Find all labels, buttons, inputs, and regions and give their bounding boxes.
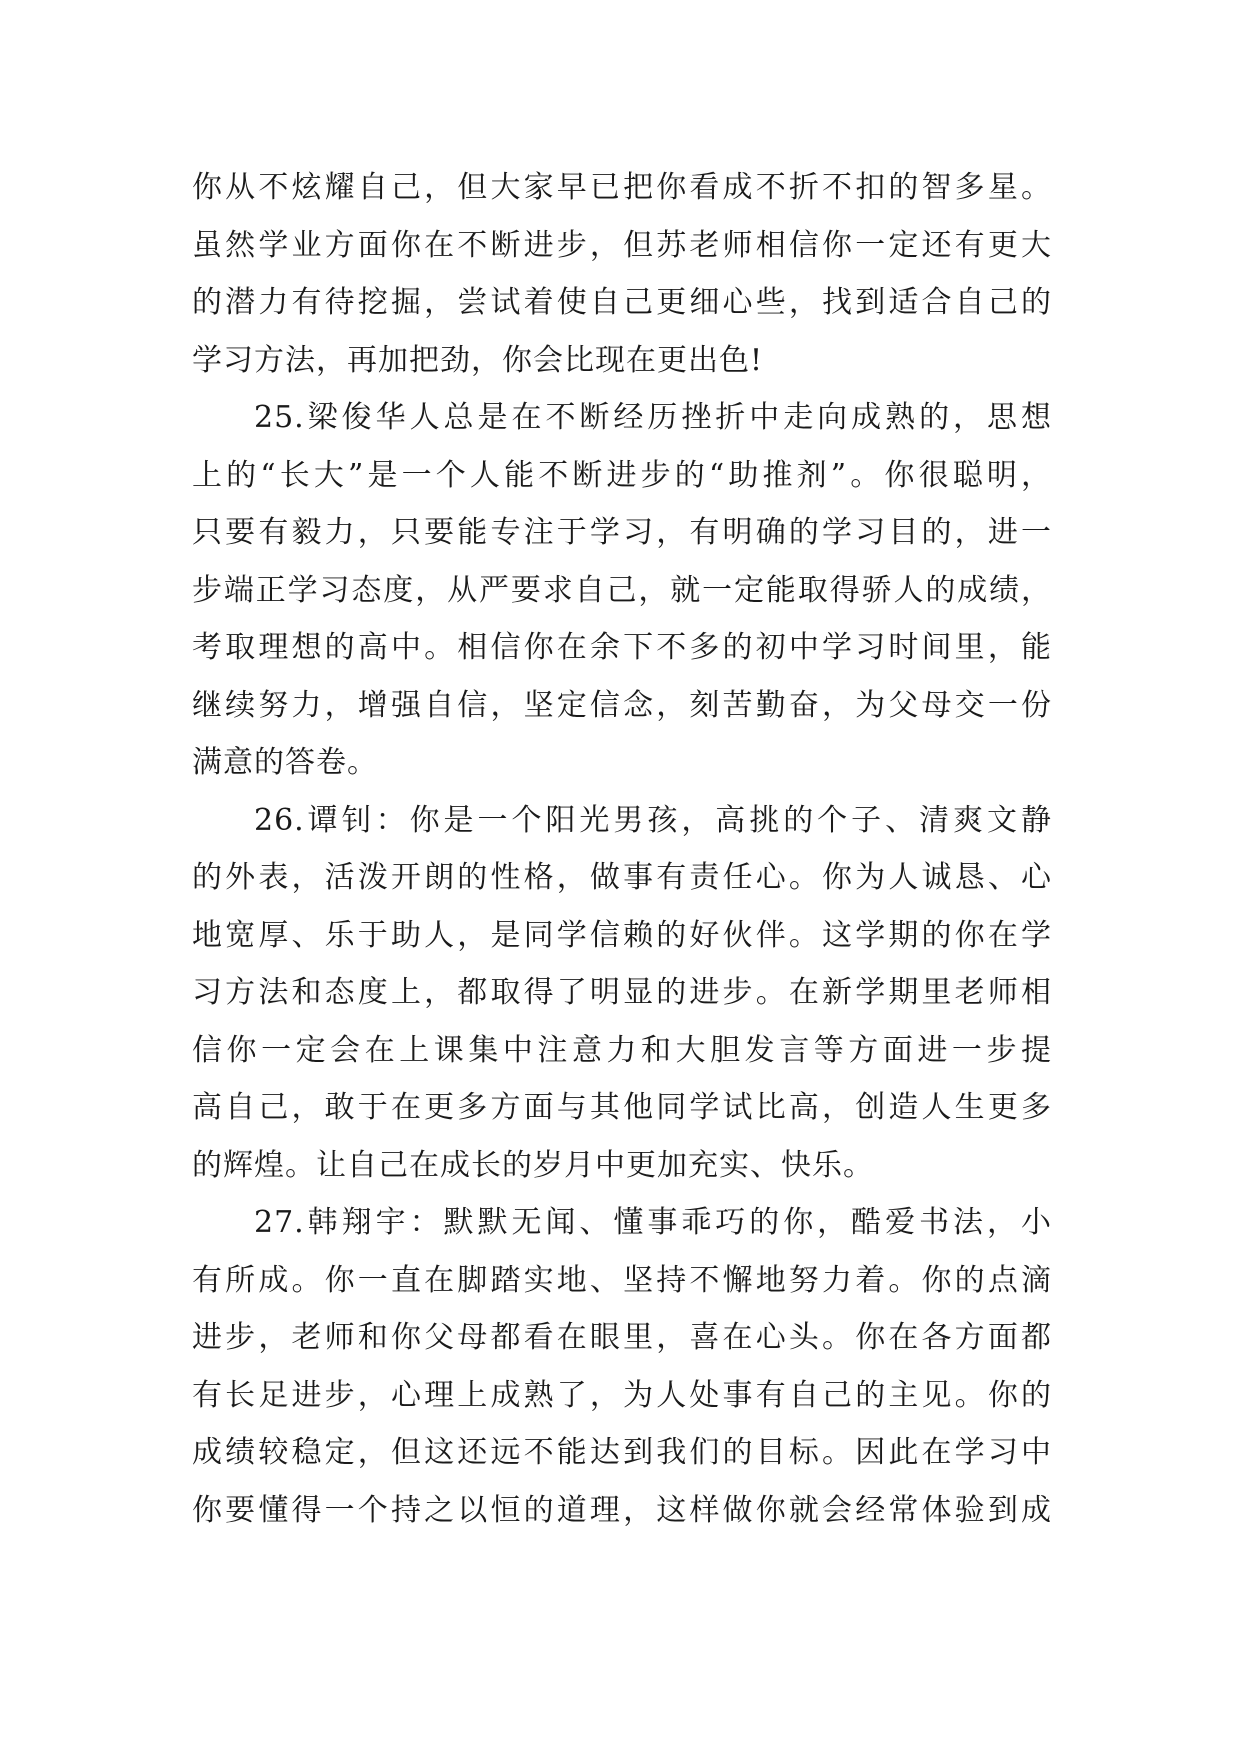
text-line: 你从不炫耀自己，但大家早已把你看成不折不扣的智多星。 [192, 170, 1052, 205]
text-line: 的潜力有待挖掘，尝试着使自己更细心些，找到适合自己的 [192, 285, 1052, 320]
text-line: 进步，老师和你父母都看在眼里，喜在心头。你在各方面都 [192, 1320, 1052, 1355]
text-line: 26.谭钊：你是一个阳光男孩，高挑的个子、清爽文静 [254, 802, 1052, 838]
text-line: 只要有毅力，只要能专注于学习，有明确的学习目的，进一 [192, 515, 1052, 550]
text-line: 步端正学习态度，从严要求自己，就一定能取得骄人的成绩， [192, 572, 1052, 608]
document-body [192, 159, 1052, 1539]
text-line: 成绩较稳定，但这还远不能达到我们的目标。因此在学习中 [192, 1435, 1052, 1470]
text-line: 有所成。你一直在脚踏实地、坚持不懈地努力着。你的点滴 [192, 1262, 1052, 1298]
text-line: 考取理想的高中。相信你在余下不多的初中学习时间里，能 [192, 630, 1052, 665]
text-line: 的辉煌。让自己在成长的岁月中更加充实、快乐。 [192, 1147, 874, 1183]
text-line: 上的“长大”是一个人能不断进步的“助推剂”。你很聪明， [192, 457, 1052, 493]
text-line: 继续努力，增强自信，坚定信念，刻苦勤奋，为父母交一份 [192, 687, 1052, 723]
text-line: 学习方法，再加把劲，你会比现在更出色! [192, 342, 764, 378]
text-line: 高自己，敢于在更多方面与其他同学试比高，创造人生更多 [192, 1090, 1052, 1125]
text-line: 你要懂得一个持之以恒的道理，这样做你就会经常体验到成 [192, 1492, 1052, 1528]
text-line: 的外表，活泼开朗的性格，做事有责任心。你为人诚恳、心 [192, 860, 1052, 895]
text-line: 25.梁俊华人总是在不断经历挫折中走向成熟的，思想 [254, 400, 1052, 435]
text-line: 有长足进步，心理上成熟了，为人处事有自己的主见。你的 [192, 1377, 1052, 1413]
text-line: 信你一定会在上课集中注意力和大胆发言等方面进一步提 [192, 1032, 1052, 1068]
text-line: 虽然学业方面你在不断进步，但苏老师相信你一定还有更大 [192, 227, 1052, 263]
text-line: 习方法和态度上，都取得了明显的进步。在新学期里老师相 [192, 975, 1052, 1010]
text-line: 满意的答卷。 [192, 745, 378, 780]
text-line: 27.韩翔宇：默默无闻、懂事乖巧的你，酷爱书法，小 [254, 1205, 1052, 1240]
text-line: 地宽厚、乐于助人，是同学信赖的好伙伴。这学期的你在学 [192, 917, 1052, 953]
